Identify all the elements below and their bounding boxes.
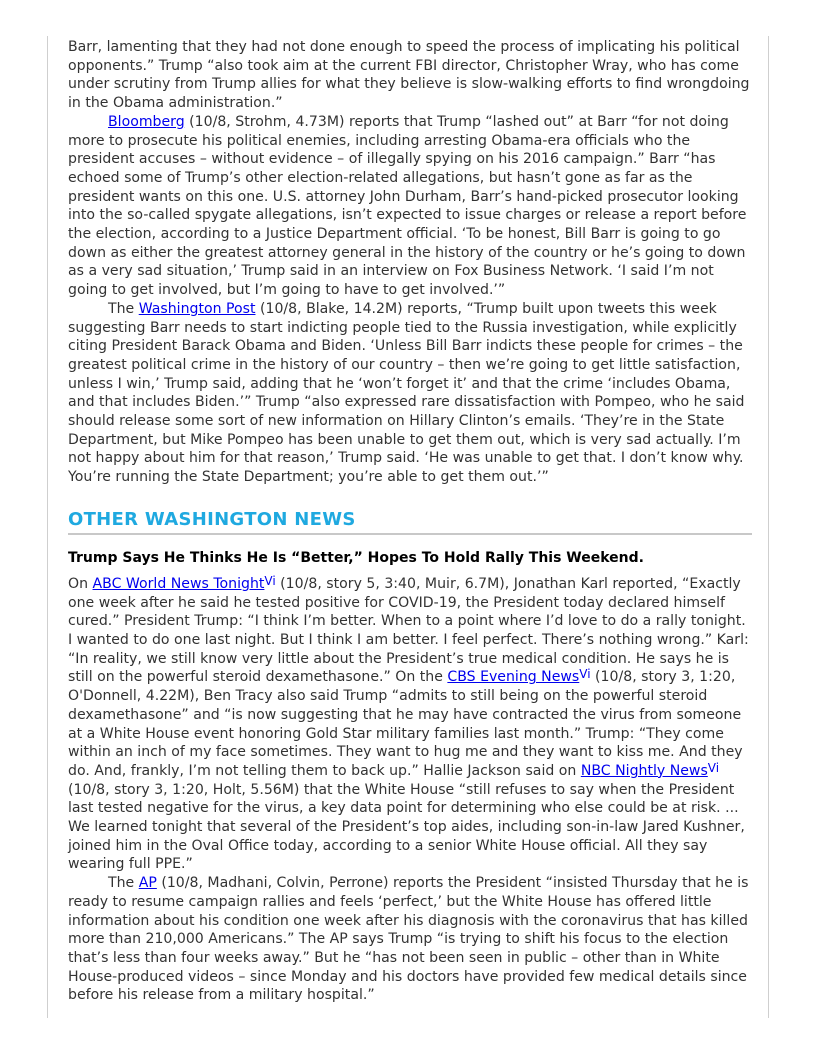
ap-link[interactable]: AP [138, 875, 157, 892]
nbc-nightly-news-link[interactable]: NBC Nightly News [580, 762, 708, 779]
paragraph-washington-post: The Washington Post (10/8, Blake, 14.2M) reports, “Trump built upon tweets this week suggesting Barr needs to start indicting people tied to the Russia investigation, while explicitly citing President Barack Obama and Biden. ‘Unless Bill Barr indicts these people for crimes – the greatest political crime in the history of our country – then we’re going to get little satisfaction, unless I win,’ Trump said, adding that he ‘won’t forget it’ and that the crime ‘includes Obama, and that includes Biden.’” Trump “also expressed rare dissatisfaction with Pompeo, who he said should release some sort of new information on Hillary Clinton’s emails. ‘They’re in the State Department, but Mike Pompeo has been unable to get them out, which is very sad actually. I’m not happy about him for that reason,’ Trump said. ‘He was unable to get that. I don’t know why. You’re running the State Department; you’re able to get them out.’” [68, 300, 745, 486]
cbs-evening-news-link[interactable]: CBS Evening News [447, 669, 580, 686]
video-icon[interactable]: Vi [707, 760, 720, 775]
bloomberg-link[interactable]: Bloomberg [108, 113, 185, 130]
left-margin-rule [47, 36, 48, 1018]
video-icon[interactable]: Vi [264, 573, 276, 588]
document-body [68, 38, 752, 1005]
section-title: OTHER WASHINGTON NEWS [68, 509, 752, 535]
washington-post-link[interactable]: Washington Post [138, 300, 256, 317]
paragraph-barr-continued: Barr, lamenting that they had not done enough to speed the process of implicating his political opponents.” Trump “also took aim at the current FBI director, Christopher Wray, who has come under scrutiny from Trump allies for what they believe is slow-walking efforts to find wrongdoing in the Obama administration.” [68, 39, 750, 112]
paragraph-broadcast-news: On ABC World News Tonight$^{Vi}$ (10/8, story 5, 3:40, Muir, 6.7M), Jonathan Karl reported, “Exactly one week after he said he tested positive for COVID-19, the President today declared himself cured.” President Trump: “I think I’m better. When to a point where I’d love to do a rally tonight. I wanted to do one last night. But I think I am better. I feel perfect. There’s nothing wrong.” Karl: “In reality, we still know very little about the President’s true medical condition. He says he is still on the powerful steroid dexamethasone.” On the CBS Evening News$^{Vi}$ (10/8, story 3, 1:20, O'Donnell, 4.22M), Ben Tracy also said Trump “admits to still being on the powerful steroid dexamethasone” and “is now suggesting that he may have contracted the virus from someone at a White House event honoring Gold Star military families last month.” Trump: “They come within an inch of my face sometimes. They want to hug me and they want to kiss me. And they do. And, frankly, I’m not telling them to back up.” Hallie Jackson said on NBC Nightly News$^{Vi}$ (10/8, story 3, 1:20, Holt, 5.56M) that the White House “still refuses to say when the President last tested negative for the virus, a key data point for determining who else could be at risk. ... We learned tonight that several of the President’s top aides, including son-in-law Jared Kushner, joined him in the Oval Office today, according to a senior White House official. All they say wearing full PPE.” [68, 573, 749, 873]
video-icon[interactable]: Vi [579, 667, 591, 682]
paragraph-bloomberg: Bloomberg (10/8, Strohm, 4.73M) reports that Trump “lashed out” at Barr “for not doing more to prosecute his political enemies, including arresting Obama-era officials who the president accuses – without evidence – of illegally spying on his 2016 campaign.” Barr “has echoed some of Trump’s other election-related allegations, but hasn’t gone as far as the president wants on this one. U.S. attorney John Durham, Barr’s hand-picked prosecutor looking into the so-called spygate allegations, isn’t expected to issue charges or release a report before the election, according to a Justice Department official. ‘To be honest, Bill Barr is going to go down as either the greatest attorney general in the history of the country or he’s going to down as a very sad situation,’ Trump said in an interview on Fox Business Network. ‘I said I’m not going to get involved, but I’m going to have to get involved.’” [68, 113, 747, 299]
paragraph-ap: The AP (10/8, Madhani, Colvin, Perrone) reports the President “insisted Thursday that he is ready to resume campaign rallies and feels ‘perfect,’ but the White House has offered little information about his condition one week after his diagnosis with the coronavirus that has killed more than 210,000 Americans.” The AP says Trump “is trying to shift his focus to the election that’s less than four weeks away.” But he “has not been seen in public – other than in White House-produced videos – since Monday and his doctors have provided few medical details since before his release from a military hospital.” [68, 875, 749, 1004]
article-headline: Trump Says He Thinks He Is “Better,” Hopes To Hold Rally This Weekend. [68, 549, 644, 566]
abc-world-news-link[interactable]: ABC World News Tonight [92, 575, 265, 592]
right-margin-rule [768, 36, 769, 1018]
